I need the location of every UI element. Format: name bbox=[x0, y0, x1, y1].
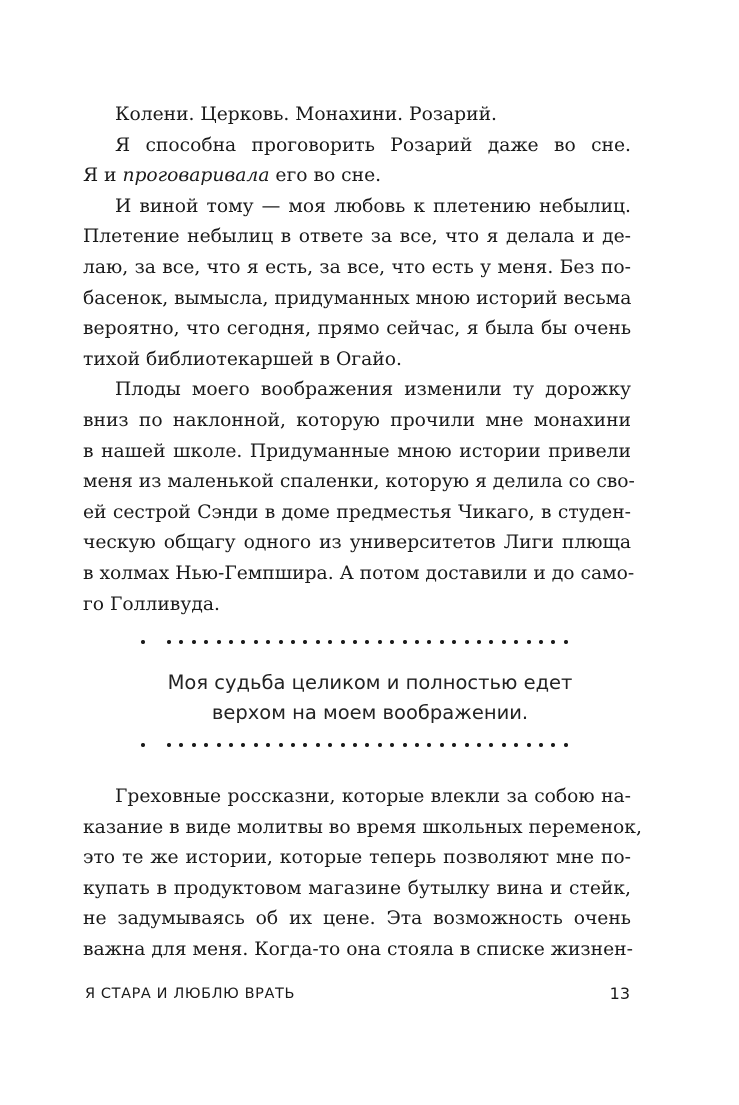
text-line: го Голливуда. bbox=[83, 593, 220, 615]
divider-dot bbox=[279, 743, 283, 747]
text-line: меня из маленькой спаленки, которую я делила со сво- bbox=[83, 471, 635, 493]
divider-dot bbox=[204, 743, 208, 747]
divider-dot bbox=[192, 743, 196, 747]
running-title: Я СТАРА И ЛЮБЛЮ ВРАТЬ bbox=[85, 986, 295, 1002]
divider-dot bbox=[415, 743, 419, 747]
divider-dot bbox=[328, 640, 332, 644]
divider-dot bbox=[489, 640, 493, 644]
text-line: Я способна проговорить Розарий даже во сне. bbox=[115, 134, 631, 156]
divider-dot bbox=[564, 743, 568, 747]
text-line: важна для меня. Когда-то она стояла в списке жизнен- bbox=[83, 938, 633, 960]
divider-dot bbox=[353, 640, 357, 644]
page-number: 13 bbox=[609, 984, 630, 1003]
divider-dot bbox=[440, 640, 444, 644]
main-text-top bbox=[83, 100, 635, 620]
text-line: ческую общагу одного из университетов Лиги плюща bbox=[83, 532, 631, 554]
divider-dot bbox=[514, 640, 518, 644]
divider-dot bbox=[141, 743, 145, 747]
divider-dot bbox=[204, 640, 208, 644]
divider-dot bbox=[229, 640, 233, 644]
divider-dot bbox=[167, 743, 171, 747]
divider-dot bbox=[167, 640, 171, 644]
divider-dot bbox=[141, 640, 145, 644]
divider-dot bbox=[465, 640, 469, 644]
divider-dot bbox=[527, 640, 531, 644]
divider-dot bbox=[279, 640, 283, 644]
divider-dot bbox=[539, 640, 543, 644]
divider-dot bbox=[452, 743, 456, 747]
divider-dot bbox=[378, 640, 382, 644]
divider-dot bbox=[316, 640, 320, 644]
text-line: купать в продуктовом магазине бутылку вина и стейк, bbox=[83, 877, 631, 899]
divider-dot bbox=[477, 743, 481, 747]
divider-dot bbox=[539, 743, 543, 747]
text-line: казание в виде молитвы во время школьных переменок, bbox=[83, 816, 642, 838]
divider-dot bbox=[415, 640, 419, 644]
pull-quote bbox=[120, 668, 620, 728]
divider-dot bbox=[241, 743, 245, 747]
divider-dot bbox=[254, 640, 258, 644]
divider-dot bbox=[564, 640, 568, 644]
divider-dot bbox=[452, 640, 456, 644]
text-line: вниз по наклонной, которую прочили мне монахини bbox=[83, 409, 631, 431]
text-line: Плоды моего воображения изменили ту дорожку bbox=[115, 379, 631, 401]
divider-dot bbox=[527, 743, 531, 747]
divider-dot bbox=[390, 640, 394, 644]
main-text-bottom bbox=[83, 782, 642, 966]
text-line: в нашей школе. Придуманные мною истории привели bbox=[83, 440, 631, 462]
text-line bbox=[83, 161, 631, 192]
text-line: Плетение небылиц в ответе за все, что я делала и де- bbox=[83, 226, 631, 248]
pull-quote-line: верхом на моем воображении. bbox=[211, 701, 529, 724]
text-line: вероятно, что сегодня, прямо сейчас, я была бы очень bbox=[83, 318, 631, 340]
text-fragment: его во сне. bbox=[269, 165, 382, 187]
text-line: в холмах Нью-Гемпшира. А потом доставили и до само- bbox=[83, 562, 635, 584]
divider-dot bbox=[291, 640, 295, 644]
pull-quote-line: Моя судьба целиком и полностью едет bbox=[167, 671, 573, 694]
divider-dot bbox=[179, 640, 183, 644]
divider-dot bbox=[551, 640, 555, 644]
divider-dot bbox=[465, 743, 469, 747]
divider-dot bbox=[303, 640, 307, 644]
divider-dot bbox=[291, 743, 295, 747]
divider-dot bbox=[229, 743, 233, 747]
divider-dot bbox=[551, 743, 555, 747]
divider-dot bbox=[489, 743, 493, 747]
dotted-divider-bottom bbox=[141, 740, 571, 752]
divider-dot bbox=[217, 640, 221, 644]
divider-dot bbox=[341, 640, 345, 644]
text-line: басенок, вымысла, придуманных мною историй весьма bbox=[83, 287, 632, 309]
divider-dot bbox=[316, 743, 320, 747]
italic-word: проговаривала bbox=[122, 165, 270, 187]
divider-dot bbox=[179, 743, 183, 747]
divider-dot bbox=[502, 640, 506, 644]
divider-dot bbox=[514, 743, 518, 747]
divider-dot bbox=[192, 640, 196, 644]
text-line: тихой библиотекаршей в Огайо. bbox=[83, 348, 402, 370]
divider-dot bbox=[241, 640, 245, 644]
dotted-divider-top bbox=[141, 637, 571, 649]
divider-dot bbox=[390, 743, 394, 747]
divider-dot bbox=[477, 640, 481, 644]
divider-dot bbox=[403, 640, 407, 644]
divider-dot bbox=[303, 743, 307, 747]
divider-dot bbox=[502, 743, 506, 747]
divider-dot bbox=[427, 640, 431, 644]
divider-dot bbox=[328, 743, 332, 747]
text-line: лаю, за все, что я есть, за все, что есть у меня. Без по- bbox=[83, 256, 631, 278]
divider-dot bbox=[266, 640, 270, 644]
divider-dot bbox=[341, 743, 345, 747]
divider-dot bbox=[403, 743, 407, 747]
divider-dot bbox=[353, 743, 357, 747]
divider-dot bbox=[365, 743, 369, 747]
text-line: это те же истории, которые теперь позволяют мне по- bbox=[83, 847, 631, 869]
text-line: Колени. Церковь. Монахини. Розарий. bbox=[115, 104, 497, 125]
divider-dot bbox=[217, 743, 221, 747]
divider-dot bbox=[427, 743, 431, 747]
text-line: Греховные россказни, которые влекли за собою на- bbox=[115, 786, 631, 807]
text-line: ей сестрой Сэнди в доме предместья Чикаго, в студен- bbox=[83, 501, 631, 523]
divider-dot bbox=[266, 743, 270, 747]
divider-dot bbox=[440, 743, 444, 747]
divider-dot bbox=[365, 640, 369, 644]
divider-dot bbox=[254, 743, 258, 747]
divider-dot bbox=[378, 743, 382, 747]
text-line: И виной тому — моя любовь к плетению небылиц. bbox=[115, 195, 631, 217]
text-line: не задумываясь об их цене. Эта возможность очень bbox=[83, 908, 631, 930]
text-fragment: Я и bbox=[83, 165, 123, 187]
